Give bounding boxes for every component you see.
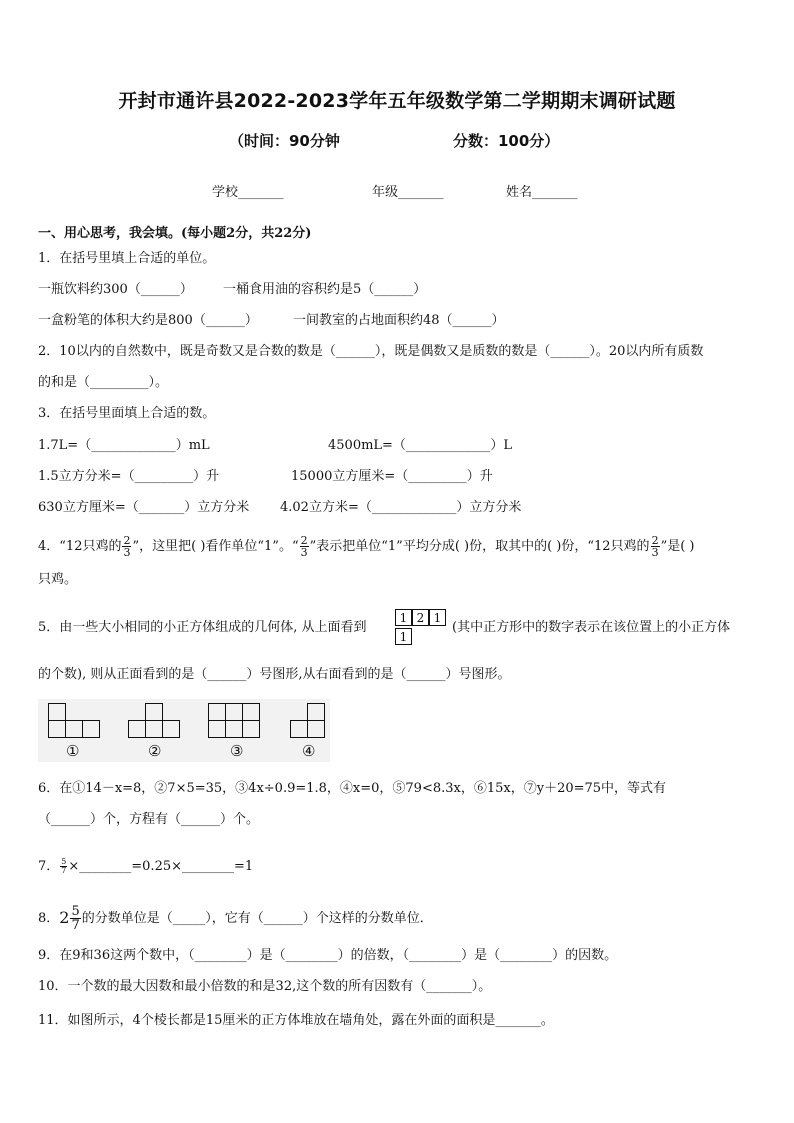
q5-line2: 的个数), 则从正面看到的是（______）号图形,从右面看到的是（______）号图形。 — [38, 667, 511, 682]
q8-prefix: 8． — [38, 911, 60, 926]
q1-d: 一间教室的占地面积约48（______） — [293, 313, 505, 328]
q3-b: 4500mL=（_____________）L — [328, 438, 513, 453]
grade-field: 年级_______ — [372, 185, 444, 200]
q9-line: 9．在9和36这两个数中，（________）是（________）的倍数，（________）是（________）的因数。 — [38, 948, 618, 963]
q8-mixed-number: 2 $\frac{5}{7}$ — [59, 904, 80, 933]
option-label-2: ② — [148, 742, 162, 760]
option-label-1: ① — [66, 742, 80, 760]
top-view-figure — [395, 609, 451, 647]
option-label-4: ④ — [302, 742, 316, 760]
q10-line: 10．一个数的最大因数和最小倍数的和是32,这个数的所有因数有（_______）。 — [38, 979, 492, 994]
top-view-cell: 1 — [395, 628, 412, 645]
q6-line1: 6．在①14－x=8，②7×5=35，③4x÷0.9=1.8，④x=0，⑤79<8.3x，⑥15x，⑦y＋20=75中，等式有 — [38, 781, 667, 796]
q5-part2: (其中正方形中的数字表示在该位置上的小正方体 — [452, 620, 731, 635]
q3-c: 1.5立方分米=（_________）升 — [38, 469, 220, 484]
school-field: 学校_______ — [212, 185, 284, 200]
q3-d: 15000立方厘米=（_________）升 — [291, 469, 493, 484]
q5-part1: 5．由一些大小相同的小正方体组成的几何体, 从上面看到 — [38, 620, 367, 635]
q2-line2: 的和是（_________）。 — [38, 375, 169, 390]
top-view-cell: 1 — [429, 609, 446, 626]
q7-rest: ×________=0.25×________=1 — [68, 859, 254, 874]
q6-line2: （______）个，方程有（______）个。 — [38, 812, 260, 827]
q7-line — [38, 858, 253, 876]
q4-part3: ”表示把单位“1”平均分成( )份，取其中的( )份，“12只鸡的 — [309, 539, 650, 554]
q4-fraction: $\frac{2}{3}$ — [123, 534, 131, 559]
q3-stem: 3．在括号里面填上合适的数。 — [38, 406, 216, 421]
q1-c: 一盒粉笔的体积大约是800（______） — [38, 313, 258, 328]
q3-f: 4.02立方米=（_____________）立方分米 — [280, 500, 522, 515]
top-view-cell: 1 — [395, 609, 412, 626]
q4-fraction: $\frac{2}{3}$ — [651, 534, 659, 559]
option-label-3: ③ — [230, 742, 244, 760]
q4-line2: 只鸡。 — [38, 572, 78, 587]
q4-part1: 4．“12只鸡的 — [38, 539, 122, 554]
view-options-figure — [38, 699, 330, 762]
q8-line — [38, 905, 433, 932]
q4-part4: ”是( ) — [660, 539, 695, 554]
q8-text: 的分数单位是（_____），它有（______）个这样的分数单位． — [81, 911, 433, 926]
exam-score: 分数：100分） — [453, 132, 560, 150]
q4-part2: ”，这里把( )看作单位“1”。“ — [132, 539, 299, 554]
section-heading: 一、用心思考，我会填。(每小题2分，共22分) — [38, 226, 312, 241]
q4-line1 — [38, 535, 695, 558]
page-title: 开封市通许县2022-2023学年五年级数学第二学期期末调研试题 — [118, 90, 676, 112]
top-view-cell: 2 — [412, 609, 429, 626]
q7-fraction: $\frac{5}{7}$ — [61, 857, 67, 875]
q2-line1: 2．10以内的自然数中，既是奇数又是合数的数是（______），既是偶数又是质数的数是（______）。20以内所有质数 — [38, 344, 704, 359]
q1-stem: 1．在括号里填上合适的单位。 — [38, 251, 216, 266]
q3-e: 630立方厘米=（_______）立方分米 — [38, 500, 250, 515]
name-field: 姓名_______ — [506, 185, 578, 200]
q7-prefix: 7． — [38, 859, 60, 874]
q3-a: 1.7L=（_____________）mL — [38, 438, 210, 453]
q4-fraction: $\frac{2}{3}$ — [300, 534, 308, 559]
q1-b: 一桶食用油的容积约是5（______） — [223, 282, 427, 297]
q11-line: 11．如图所示，4个棱长都是15厘米的正方体堆放在墙角处，露在外面的面积是_______。 — [38, 1013, 554, 1028]
q1-a: 一瓶饮料约300（______） — [38, 282, 193, 297]
exam-time: （时间：90分钟 — [229, 132, 340, 150]
